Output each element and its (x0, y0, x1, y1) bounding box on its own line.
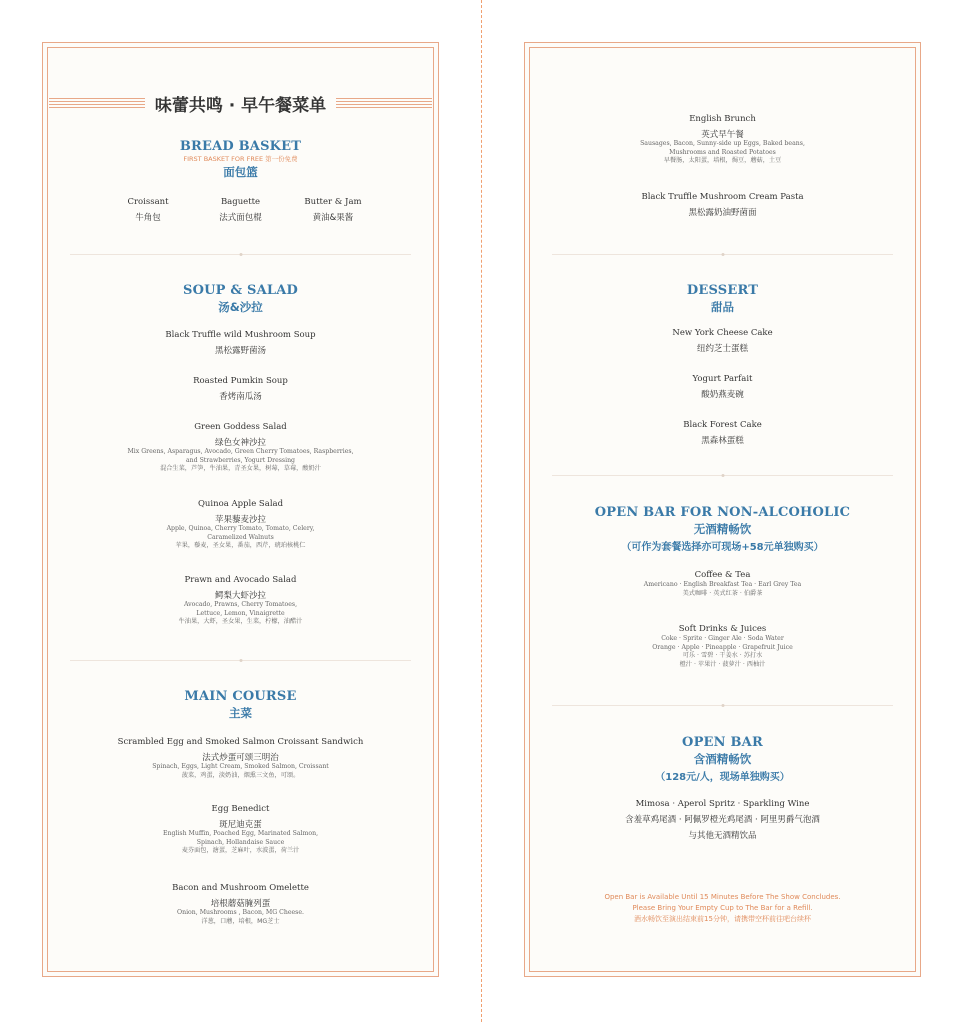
section-soup-salad (43, 283, 438, 315)
section-bread-basket (43, 139, 438, 180)
section-open-bar-non-alcoholic (525, 505, 920, 553)
item-description: Mix Greens, Asparagus, Avocado, Green Cherry Tomatoes, Raspberries, (127, 448, 354, 455)
item-name-en: Quinoa Apple Salad (197, 499, 284, 509)
item-description: Apple, Quinoa, Cherry Tomato, Tomato, Celery, (166, 525, 315, 532)
item-name-cn: 培根蘑菇腌列蛋 (210, 899, 271, 909)
section-title: SOUP & SALAD (183, 283, 298, 298)
item-name-cn: 黄油&果酱 (312, 213, 354, 223)
title-stripes-left (49, 98, 145, 110)
menu-item (525, 374, 920, 400)
item-name-cn: 斑尼迪克蛋 (219, 820, 262, 830)
section-title: BREAD BASKET (179, 139, 302, 154)
section-divider (552, 254, 893, 255)
item-name-en: English Brunch (689, 114, 756, 124)
section-open-bar (525, 735, 920, 783)
item-description: Sausages, Bacon, Sunny-side up Eggs, Baked beans, (640, 140, 805, 147)
bread-items (103, 197, 378, 223)
item-description: Coke · Sprite · Ginger Ale · Soda Water (661, 635, 784, 642)
section-title: MAIN COURSE (184, 689, 297, 704)
item-description-cn: 橙汁 · 苹果汁 · 菠萝汁 · 西柚汁 (679, 660, 766, 668)
menu-item (525, 192, 920, 218)
section-title-cn: 面包篮 (223, 165, 258, 179)
item-name-en: Black Forest Cake (683, 420, 762, 430)
item-description: and Strawberries, Yogurt Dressing (185, 456, 296, 464)
menu-item (43, 422, 438, 474)
drink-group-coffee-tea (525, 570, 920, 598)
item-description: Caramelized Walnuts (207, 533, 274, 541)
item-name-en: Black Truffle wild Mushroom Soup (165, 330, 316, 340)
section-main-course (43, 689, 438, 721)
item-name-en: Bacon and Mushroom Omelette (172, 883, 309, 893)
section-divider (552, 705, 893, 706)
menu-item (43, 737, 438, 780)
drinks-list-cn-extra: 与其他无酒精饮品 (688, 831, 757, 841)
item-description-cn: 菠菜，鸡蛋，淡奶油，烟熏三文鱼，可颂。 (181, 771, 300, 779)
item-name-en: Coffee & Tea (694, 570, 751, 580)
section-subtitle-cn: （可作为套餐选择亦可现场+58元单独购买） (621, 542, 824, 553)
notice-line: Please Bring Your Empty Cup to The Bar for a Refill. (632, 904, 813, 912)
menu-title: 味蕾共鸣 · 早午餐菜单 (154, 96, 327, 116)
drinks-list-en: Mimosa · Aperol Spritz · Sparkling Wine (635, 799, 810, 809)
item-name-en: Baguette (220, 197, 261, 207)
item-description: English Muffin, Poached Egg, Marinated Salmon, (162, 830, 319, 837)
menu-page-right (524, 42, 921, 977)
section-dessert (525, 283, 920, 315)
section-title: OPEN BAR (682, 735, 763, 750)
menu-item (43, 499, 438, 551)
menu-item (196, 197, 286, 223)
section-title: DESSERT (686, 283, 759, 298)
item-name-cn: 法式炒蛋可颂三明治 (202, 753, 279, 763)
item-name-en: Green Goddess Salad (194, 422, 287, 432)
item-description: Avocado, Prawns, Cherry Tomatoes, (183, 601, 298, 608)
menu-item (43, 804, 438, 856)
item-description-cn: 早餐肠，太阳蛋，培根，焗豆，蘑菇，土豆 (663, 157, 782, 164)
title-stripes-right (336, 98, 432, 110)
menu-item (288, 197, 378, 223)
item-name-cn: 黑松露奶油野菌面 (688, 208, 757, 218)
menu-item (43, 575, 438, 627)
menu-item (43, 376, 438, 402)
item-name-cn: 苹果藜麦沙拉 (214, 515, 266, 525)
open-bar-notice (525, 892, 920, 925)
item-name-en: Yogurt Parfait (692, 374, 753, 384)
item-description: Spinach, Hollandaise Sauce (196, 838, 285, 846)
menu-item (525, 114, 920, 166)
menu-page-left (42, 42, 439, 977)
item-description: Americano · English Breakfast Tea · Earl Grey Tea (643, 581, 802, 588)
section-divider (70, 254, 411, 255)
item-description: Lettuce, Lemon, Vinaigrette (196, 609, 285, 617)
drink-group-soft-drinks (525, 624, 920, 669)
section-title: OPEN BAR FOR NON-ALCOHOLIC (594, 505, 851, 520)
drinks-list-cn: 含羞草鸡尾酒 · 阿佩罗橙光鸡尾酒 · 阿里男爵气泡酒 (625, 815, 820, 825)
item-name-en: Butter & Jam (304, 197, 362, 207)
section-note: FIRST BASKET FOR FREE 第一份免费 (183, 155, 298, 163)
item-name-cn: 酸奶燕麦碗 (701, 390, 744, 400)
item-name-cn: 纽约芝士蛋糕 (696, 344, 748, 354)
section-divider (552, 475, 893, 476)
section-divider (70, 660, 411, 661)
item-name-cn: 黑森林蛋糕 (701, 436, 744, 446)
item-name-cn: 法式面包棍 (219, 213, 262, 223)
center-fold-line (481, 0, 482, 1022)
item-name-en: Prawn and Avocado Salad (184, 575, 297, 585)
section-title-cn: 含酒精畅饮 (693, 752, 752, 766)
item-description-cn: 混合生菜，芦笋，牛油果，青圣女果，树莓，草莓，酸奶汁 (160, 465, 321, 472)
section-title-cn: 汤&沙拉 (218, 300, 263, 314)
item-description: Spinach, Eggs, Light Cream, Smoked Salmon, Croissant (152, 763, 329, 770)
notice-line: Open Bar is Available Until 15 Minutes Before The Show Concludes. (604, 893, 841, 901)
item-description-cn: 苹果，藜麦，圣女果，番茄，西芹，琥珀核桃仁 (175, 542, 306, 549)
item-name-en: Scrambled Egg and Smoked Salmon Croissant Sandwich (117, 737, 364, 747)
open-bar-drinks (525, 799, 920, 841)
item-description-cn: 牛油果，大虾，圣女果，生菜，柠檬，油醋汁 (178, 618, 303, 625)
item-name-cn: 英式早午餐 (701, 130, 744, 140)
item-description: Orange · Apple · Pineapple · Grapefruit Juice (652, 643, 793, 651)
item-name-en: Croissant (127, 197, 169, 207)
item-description: Mushrooms and Roasted Potatoes (669, 148, 776, 156)
item-description-cn: 洋葱，口蘑，培根，MG芝士 (201, 917, 280, 925)
item-name-cn: 黑松露野菌汤 (214, 346, 266, 356)
item-description-cn: 可乐 · 雪碧 · 干姜水 · 苏打水 (682, 652, 763, 659)
item-name-cn: 鳄梨大虾沙拉 (214, 591, 266, 601)
menu-item (43, 883, 438, 926)
item-name-cn: 香烤南瓜汤 (219, 392, 262, 402)
notice-line-cn: 酒水畅饮至演出结束前15分钟，请携带空杯前往吧台续杯 (634, 915, 811, 923)
menu-item (43, 330, 438, 356)
menu-item (525, 328, 920, 354)
menu-header (49, 91, 432, 116)
item-description-cn: 美式咖啡 · 英式红茶 · 伯爵茶 (682, 589, 763, 597)
item-name-en: Soft Drinks & Juices (678, 624, 767, 634)
item-name-en: Egg Benedict (211, 804, 270, 814)
item-name-cn: 绿色女神沙拉 (214, 438, 266, 448)
section-title-cn: 无酒精畅饮 (693, 522, 752, 536)
menu-item (525, 420, 920, 446)
item-name-en: Black Truffle Mushroom Cream Pasta (641, 192, 804, 202)
item-name-en: New York Cheese Cake (672, 328, 773, 338)
item-name-cn: 牛角包 (135, 213, 161, 223)
item-description-cn: 麦芬面包，溏蛋，芝麻叶，水波蛋，荷兰汁 (181, 847, 300, 854)
section-title-cn: 甜品 (711, 300, 734, 314)
item-description: Onion, Mushrooms , Bacon, MG Cheese. (177, 909, 304, 916)
section-subtitle-cn: （128元/人，现场单独购买） (655, 772, 790, 783)
section-title-cn: 主菜 (229, 706, 252, 720)
menu-item (103, 197, 193, 223)
item-name-en: Roasted Pumkin Soup (193, 376, 288, 386)
